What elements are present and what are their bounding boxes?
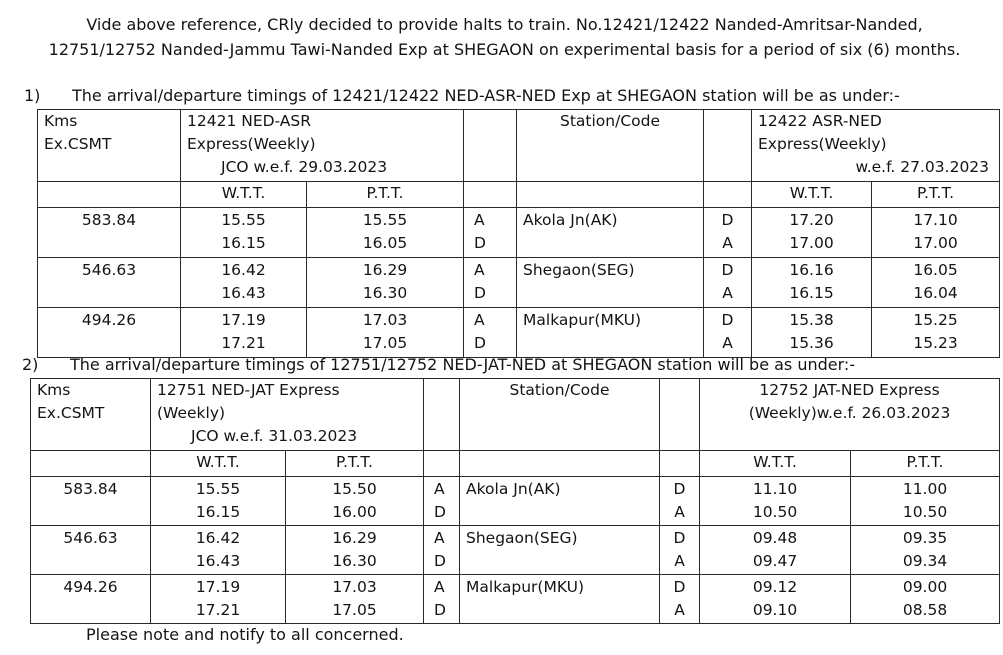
right-ptt: 15.25 15.23 (872, 308, 1000, 358)
timing-table-1 (37, 109, 1000, 358)
section-1-heading-text: The arrival/departure timings of 12421/12422 NED-ASR-NED Exp at SHEGAON station will be as under:- (72, 86, 900, 105)
table-row (31, 526, 1000, 575)
right-ptt: 17.10 17.00 (872, 208, 1000, 258)
intro-line-2: 12751/12752 Nanded-Jammu Tawi-Nanded Exp at SHEGAON on experimental basis for a period of six (6) months. (48, 40, 961, 59)
right-dep-arr: D A (660, 575, 700, 624)
intro-line-1: Vide above reference, CRly decided to provide halts to train. No.12421/12422 Nanded-Amritsar-Nanded, (86, 15, 923, 34)
right-ptt: 11.00 10.50 (851, 477, 1000, 526)
right-ptt: 09.35 09.34 (851, 526, 1000, 575)
right-dep-arr: D A (704, 258, 752, 308)
ptt-header: P.T.T. (872, 182, 1000, 208)
left-ptt: 17.03 17.05 (286, 575, 424, 624)
train-12422-header: 12422 ASR-NED Express(Weekly) w.e.f. 27.03.2023 (752, 110, 1000, 182)
table-row (38, 258, 1000, 308)
table-row (38, 208, 1000, 258)
left-arr-dep: A D (464, 258, 517, 308)
station-name: Akola Jn(AK) (517, 208, 704, 258)
right-dep-arr: D A (660, 477, 700, 526)
kms-header: Kms Ex.CSMT (31, 379, 151, 451)
kms-value: 546.63 (38, 258, 181, 308)
train-12752-header: 12752 JAT-NED Express (Weekly)w.e.f. 26.03.2023 (700, 379, 1000, 451)
left-wtt: 17.19 17.21 (151, 575, 286, 624)
left-ptt: 16.29 16.30 (307, 258, 464, 308)
left-ptt: 15.55 16.05 (307, 208, 464, 258)
wtt-header: W.T.T. (151, 451, 286, 477)
left-arr-dep: A D (424, 526, 460, 575)
table-row (31, 575, 1000, 624)
timing-table-2 (30, 378, 1000, 624)
station-name: Shegaon(SEG) (517, 258, 704, 308)
station-name: Malkapur(MKU) (517, 308, 704, 358)
section-1-number: 1) (24, 86, 41, 105)
left-wtt: 16.42 16.43 (181, 258, 307, 308)
station-name: Akola Jn(AK) (460, 477, 660, 526)
table-1-subheader-row (38, 182, 1000, 208)
station-code-header: Station/Code (460, 379, 660, 451)
left-wtt: 15.55 16.15 (151, 477, 286, 526)
right-ptt: 16.05 16.04 (872, 258, 1000, 308)
train-12751-header: 12751 NED-JAT Express (Weekly) JCO w.e.f. 31.03.2023 (151, 379, 424, 451)
left-ptt: 16.29 16.30 (286, 526, 424, 575)
right-wtt: 17.20 17.00 (752, 208, 872, 258)
station-name: Shegaon(SEG) (460, 526, 660, 575)
right-dep-arr: D A (704, 308, 752, 358)
left-arr-dep: A D (464, 208, 517, 258)
left-wtt: 15.55 16.15 (181, 208, 307, 258)
left-wtt: 17.19 17.21 (181, 308, 307, 358)
ptt-header: P.T.T. (307, 182, 464, 208)
train-12421-header: 12421 NED-ASR Express(Weekly) JCO w.e.f. 29.03.2023 (181, 110, 464, 182)
left-arr-dep: A D (424, 575, 460, 624)
kms-value: 546.63 (31, 526, 151, 575)
station-name: Malkapur(MKU) (460, 575, 660, 624)
section-2-heading-text: The arrival/departure timings of 12751/12752 NED-JAT-NED at SHEGAON station will be as under:- (70, 355, 856, 374)
right-wtt: 16.16 16.15 (752, 258, 872, 308)
right-wtt: 09.48 09.47 (700, 526, 851, 575)
table-2-header-row (31, 379, 1000, 451)
right-wtt: 15.38 15.36 (752, 308, 872, 358)
wtt-header: W.T.T. (181, 182, 307, 208)
section-1-heading (24, 86, 900, 105)
wtt-header: W.T.T. (752, 182, 872, 208)
station-code-header: Station/Code (517, 110, 704, 182)
right-wtt: 09.12 09.10 (700, 575, 851, 624)
left-arr-dep: A D (464, 308, 517, 358)
kms-value: 494.26 (38, 308, 181, 358)
section-2-number: 2) (22, 355, 39, 374)
table-2-subheader-row (31, 451, 1000, 477)
right-dep-arr: D A (704, 208, 752, 258)
kms-value: 583.84 (31, 477, 151, 526)
left-arr-dep: A D (424, 477, 460, 526)
table-row (31, 477, 1000, 526)
wtt-header: W.T.T. (700, 451, 851, 477)
right-ptt: 09.00 08.58 (851, 575, 1000, 624)
ptt-header: P.T.T. (851, 451, 1000, 477)
left-ptt: 17.03 17.05 (307, 308, 464, 358)
ptt-header: P.T.T. (286, 451, 424, 477)
left-wtt: 16.42 16.43 (151, 526, 286, 575)
kms-header: Kms Ex.CSMT (38, 110, 181, 182)
table-row (38, 308, 1000, 358)
table-1-header-row (38, 110, 1000, 182)
section-2-heading (22, 355, 855, 374)
kms-value: 494.26 (31, 575, 151, 624)
right-wtt: 11.10 10.50 (700, 477, 851, 526)
footer-note: Please note and notify to all concerned. (86, 625, 404, 644)
right-dep-arr: D A (660, 526, 700, 575)
kms-value: 583.84 (38, 208, 181, 258)
intro-paragraph (22, 12, 987, 62)
left-ptt: 15.50 16.00 (286, 477, 424, 526)
